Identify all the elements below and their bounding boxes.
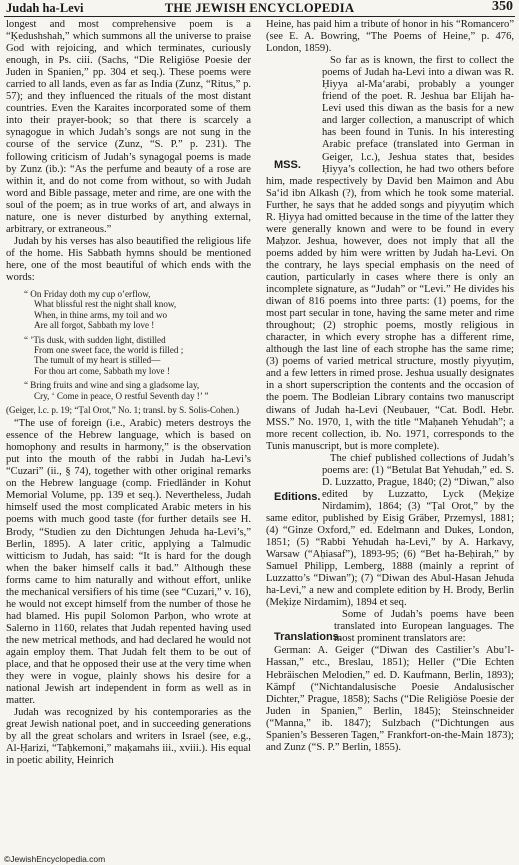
paragraph-text: So far as is known, the first to collect the poems of Judah ha-Levi into a diwan was R. Ḥiyya al-Ma‘arabi, probably a younger friend of the poet. R. Jeshua bar Elijah ha-Levi used this diwan as the basis for a new and larger collection, a manuscript of which has been found in Tunis. In his interesting Arabic preface (translated into German in Geiger, l.c.), Jeshua states that, besides Ḥiyya’s collection, he had two others before him, made respectively by David ben Maimon and Abu Sa‘id ibn Alkash (?), from which he took some material. Further, he says that he added songs and piyyuṭim which R. Ḥiyya had omitted because in the time of the latter they were generally known and were to be found in every Maḥzor. Jeshua, however, does not imply that all the poems added by him were written by Judah ha-Levi. On the contrary, he lays special emphasis on the need of caution, particularly in cases where there is only an incomplete signature, as “Judah” or “Levi.” He divides his diwan of 816 poems into three parts: (1) poems, for the most part secular in tone, having the same meter and rime throughout; (2) strophic poems, mostly religious in character, in which every strophe has a different rime, although the last line of each strophe has the same rime; (3) poems of varied metrical structure, mostly piyyuṭim, and a few letters in rimed prose. Jeshua usually designates in a short superscription the contents and the occasion of the poem. The Bodleian Library contains two manuscript diwans of Judah ha-Levi (Neubauer, “Cat. Bodl. Hebr. MSS.” No. 1970, 1, with the title “Maḥaneh Yehudah”; a more recent collection, ib. No. 1971, corresponds to the Tunis manuscript, but is more complete). — [266, 55, 514, 452]
paragraph — [266, 55, 514, 453]
poem-line: When, in thine arms, my toil and wo — [34, 309, 168, 320]
page-header — [4, 0, 515, 17]
paragraph-text: The chief published collections of Judah’s poems are: (1) “Betulat Bat Yehudah,” ed. S. D. Luzzatto, Prague, 1840; (2) “Diwan,” also edited by Luzzatto, Lyck (Meḳiẓe Nirdamim), 1864; (3) “Ṭal Orot,” by the same editor, published by Eisig Gräber, Przemysl, 1881; (4) “Ginze Oxford,” ed. Edelmann and Dukes, London, 1851; (5) “Rabbi Yehudah ha-Levi,” by A. Harkavy, Warsaw (“Aḥiasaf”), 1893-95; (6) “Bet ha-Beḥirah,” by Samuel Philipp, Lemberg, 1888 (mainly a reprint of Luzzatto’s “Diwan”); (7) “Diwan des Abul-Hasan Jehuda ha-Levi,” a new and complete edition by H. Brody, Berlin (Meḳiẓe Nirdamim), 1894 et seq. — [266, 452, 514, 609]
poem-line: From one sweet face, the world is filled ; — [34, 345, 184, 356]
poem-stanza — [24, 289, 251, 331]
poem-line: “ Bring fruits and wine and sing a gladsome lay, — [24, 380, 200, 391]
copyright-footer: ©JewishEncyclopedia.com — [4, 854, 106, 864]
sabbath-hymn-poem — [24, 289, 251, 401]
running-head-article: Judah ha-Levi — [6, 1, 84, 15]
left-column — [6, 19, 251, 767]
poem-line: For thou art come, Sabbath my love ! — [34, 365, 170, 376]
right-column — [266, 19, 514, 754]
side-heading-mss: MSS. — [274, 159, 301, 172]
running-head-title: THE JEWISH ENCYCLOPEDIA — [164, 1, 355, 15]
page-number: 350 — [492, 0, 513, 14]
paragraph: Heine, has paid him a tribute of honor in his “Romancero” (see E. A. Bowring, “The Poems of Heine,” p. 476, London, 1859). — [266, 19, 514, 55]
poem-citation: (Geiger, l.c. p. 19; “Ṭal Orot,” No. 1; transl. by S. Solis-Cohen.) — [6, 405, 240, 416]
poem-line: “ ’Tis dusk, with sudden light, distilled — [24, 334, 166, 345]
paragraph-text: Some of Judah’s poems have been translated into European languages. The most prominent translators are: — [334, 609, 514, 645]
side-heading-editions: Editions. — [274, 490, 321, 503]
paragraph: Judah was recognized by his contemporaries as the great Jewish national poet, and in succeeding generations by all the great scholars and writers in Israel (see, e.g., Al-Ḥarizi, “Taḥkemoni,” maḳamahs iii., xviii.). His equal in poetic ability, Heinrich — [6, 707, 251, 767]
side-heading-translations: Translations. — [274, 631, 342, 644]
poem-line: Are all forgot, Sabbath my love ! — [34, 320, 155, 331]
poem-line: What blissful rest the night shall know, — [34, 299, 177, 310]
paragraph — [266, 609, 514, 645]
poem-line: “ On Friday doth my cup o’erflow, — [24, 289, 151, 300]
poem-line: The tumult of my heart is stilled— — [34, 355, 161, 366]
paragraph: longest and most comprehensive poem is a “Ḳedushshah,” which summons all the universe to praise God with rejoicing, and which terminates, curiously enough, in Ps. ciii. (Sachs, “Die Religiöse Poesie der Juden in Spanien,” pp. 304 et seq.). These poems were carried to all lands, even as far as India (Zunz, “Ritus,” p. 57); and they influenced the rituals of the most distant countries. Even the Karaites incorporated some of them into their prayer-book; so that there is scarcely a synagogue in which Judah’s songs are not sung in the course of the service (Zunz, “S. P.” p. 231). The following criticism of Judah’s synagogal poems is made by Zunz (ib.): “As the perfume and beauty of a rose are within it, and do not come from without, so with Judah word and Bible passage, meter and rime, are one with the soul of the poem; as in true works of art, and always in nature, one is never disturbed by anything external, arbitrary, or extraneous.” — [6, 19, 251, 235]
paragraph — [266, 453, 514, 610]
poem-stanza — [24, 335, 251, 377]
paragraph: “The use of foreign (i.e., Arabic) meters destroys the essence of the Hebrew language, which is based on homophony and results in harmony,” is the observation put into the mouth of the rabbi in Judah ha-Levi’s “Cuzari” (ii., § 74), together with other original remarks on the Hebrew language (comp. Friedländer in Kohut Memorial Volume, pp. 139 et seq.). Nevertheless, Judah himself used the most complicated Arabic meters in his poems with much good taste (for further details see H. Brody, “Studien zu den Dichtungen Jehuda ha-Levi’s,” Berlin, 1895). A later critic, applying a Talmudic witticism to Judah, has said: “It is hard for the dough when the baker himself calls it bad.” Although these forms came to him naturally and without effort, unlike the mechanical versifiers of his time (see “Cuzari,” v. 16), he would not except himself from the number of those he had blamed. His pupil Solomon Parḥon, who wrote at Salerno in 1160, relates that Judah repented having used the new metrical methods, and had declared he would not again employ them. That Judah felt them to be out of place, and that he opposed their use at the very time when they were in vogue, plainly shows his desire for a national Jewish art independent in form as well as in matter. — [6, 418, 251, 707]
poem-line: Cry, ‘ Come in peace, O restful Seventh day !’ ” — [34, 390, 209, 401]
poem-stanza — [24, 380, 251, 401]
paragraph: German: A. Geiger (“Diwan des Castilier’s Abu’l-Hassan,” etc., Breslau, 1851); Heller (“Die Echten Hebräischen Melodien,” ed. D. Kaufmann, Berlin, 1893); Kämpf (“Nichtandalusische Poesie Andalusischer Dichter,” Prague, 1858); Sachs (“Die Religiöse Poesie der Juden in Spanien,” Berlin, 1845); Steinschneider (“Manna,” ib. 1847); Sulzbach (“Dichtungen aus Spanien’s Besseren Tagen,” Frankfort-on-the-Main 1873); and Zunz (“S. P.” Berlin, 1855). — [266, 645, 514, 753]
paragraph: Judah by his verses has also beautified the religious life of the home. His Sabbath hymns should be mentioned here, one of the most beautiful of which ends with the words: — [6, 235, 251, 283]
